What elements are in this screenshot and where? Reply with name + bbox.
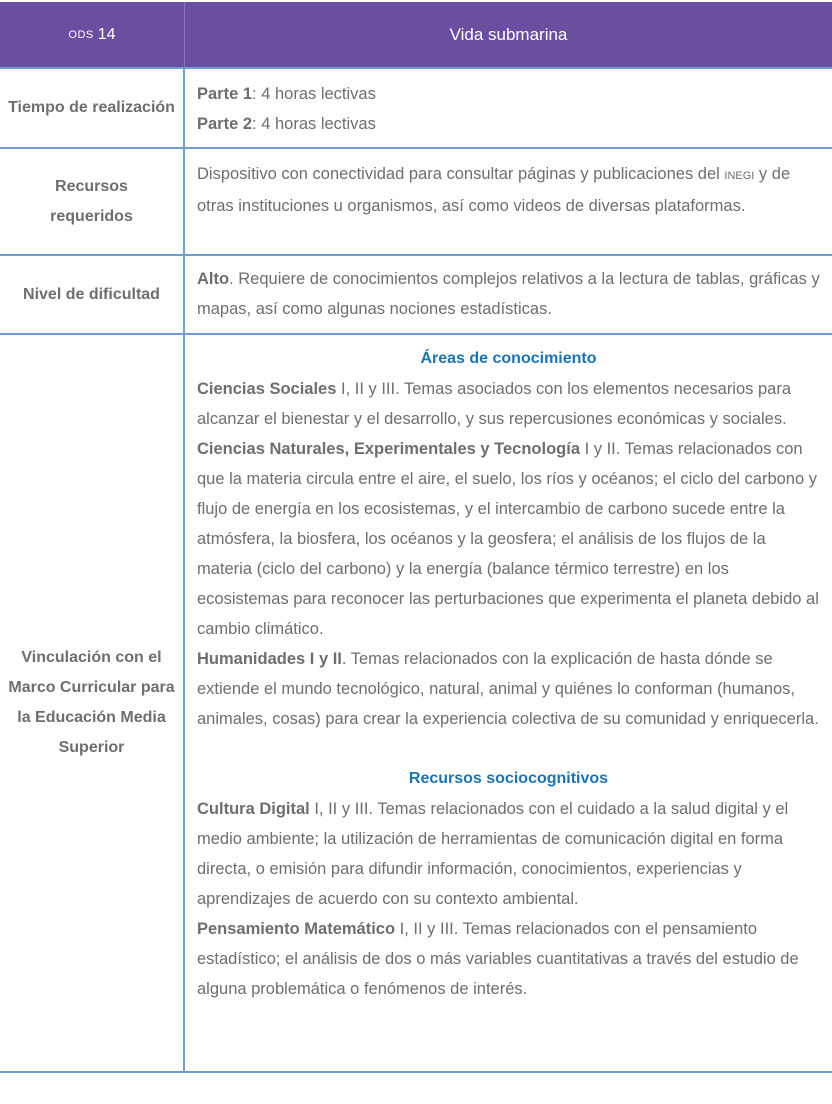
table-row-dificultad bbox=[0, 256, 832, 335]
item-text: I y II. Temas relacionados con que la materia circula entre el aire, el suelo, los ríos y océanos; el ciclo del carbono y flujo de energía en los ecosistemas, y el intercambio de carbono sucede entre la atmósfera, la biosfera, los océanos y la geosfera; el análisis de los flujos de la materia (ciclo del carbono) y la energía (balance térmico terrestre) en los ecosistemas para reconocer las perturbaciones que experimenta el planeta debido al cambio climático. bbox=[197, 440, 819, 638]
row-label: Vinculación con el Marco Curricular para la Educación Media Superior bbox=[0, 335, 185, 1071]
ods-number: 14 bbox=[97, 25, 116, 43]
item-text: I, II y III. Temas relacionados con el pensamiento estadístico; el análisis de dos o más variables cuantitativas a través del estudio de alguna problemática o fenómenos de interés. bbox=[197, 920, 799, 998]
content-line bbox=[197, 109, 820, 139]
table-row-recursos bbox=[0, 149, 832, 256]
ods-prefix: ODS bbox=[68, 28, 94, 41]
row-content bbox=[185, 69, 832, 147]
part-label: Parte 1 bbox=[197, 85, 253, 103]
row-label: Nivel de dificultad bbox=[0, 256, 185, 333]
list-item bbox=[197, 794, 820, 914]
item-title: Ciencias Sociales bbox=[197, 380, 337, 398]
row-label: Recursos requeridos bbox=[0, 149, 185, 254]
ods-number-cell bbox=[0, 2, 185, 67]
part-value: : 4 horas lectivas bbox=[252, 85, 376, 103]
difficulty-level: Alto bbox=[197, 270, 230, 288]
ods-title: Vida submarina bbox=[449, 24, 568, 44]
item-text: . Temas relacionados con la explicación de hasta dónde se extiende el mundo tecnológico, natural, animal y quiénes lo conforman (humanos, animales, cosas) para crear la experiencia colectiva de su comunidad y enriquecerla. bbox=[197, 650, 819, 728]
inegi-abbr: INEGI bbox=[724, 170, 755, 182]
list-item bbox=[197, 434, 820, 644]
content-text: Dispositivo con conectividad para consultar páginas y publicaciones del bbox=[197, 165, 725, 183]
table-row-vinculacion bbox=[0, 335, 832, 1073]
list-item bbox=[197, 644, 820, 734]
content-line bbox=[197, 79, 820, 109]
section-title-areas: Áreas de conocimiento bbox=[420, 350, 597, 367]
item-text: I, II y III. Temas asociados con los elementos necesarios para alcanzar el bienestar y el desarrollo, y sus repercusiones económicas y sociales. bbox=[197, 380, 792, 428]
table-header bbox=[0, 2, 832, 69]
item-text: I, II y III. Temas relacionados con el cuidado a la salud digital y el medio ambiente; la utilización de herramientas de comunicación digital en forma directa, o emisión para difundir información, conocimientos, experiencias y aprendizajes de acuerdo con su contexto ambiental. bbox=[197, 800, 789, 908]
row-content bbox=[185, 256, 832, 333]
item-title: Ciencias Naturales, Experimentales y Tecnología bbox=[197, 440, 581, 458]
spacer bbox=[197, 734, 820, 764]
item-title: Pensamiento Matemático bbox=[197, 920, 396, 938]
row-label: Tiempo de realización bbox=[0, 69, 185, 147]
item-title: Cultura Digital bbox=[197, 800, 310, 818]
row-content bbox=[185, 149, 832, 254]
row-content bbox=[185, 335, 832, 1071]
item-title: Humanidades I y II bbox=[197, 650, 342, 668]
list-item bbox=[197, 914, 820, 1004]
content-text: . Requiere de conocimientos complejos relativos a la lectura de tablas, gráficas y mapas, así como algunas nociones estadísticas. bbox=[197, 270, 820, 318]
ods-activity-table bbox=[0, 2, 832, 1073]
list-item bbox=[197, 374, 820, 434]
part-label: Parte 2 bbox=[197, 115, 253, 133]
part-value: : 4 horas lectivas bbox=[252, 115, 376, 133]
table-row-tiempo bbox=[0, 69, 832, 149]
section-title-recursos: Recursos sociocognitivos bbox=[408, 770, 609, 787]
content-text: y de otras instituciones u organismos, así como videos de diversas plataformas. bbox=[197, 165, 791, 215]
